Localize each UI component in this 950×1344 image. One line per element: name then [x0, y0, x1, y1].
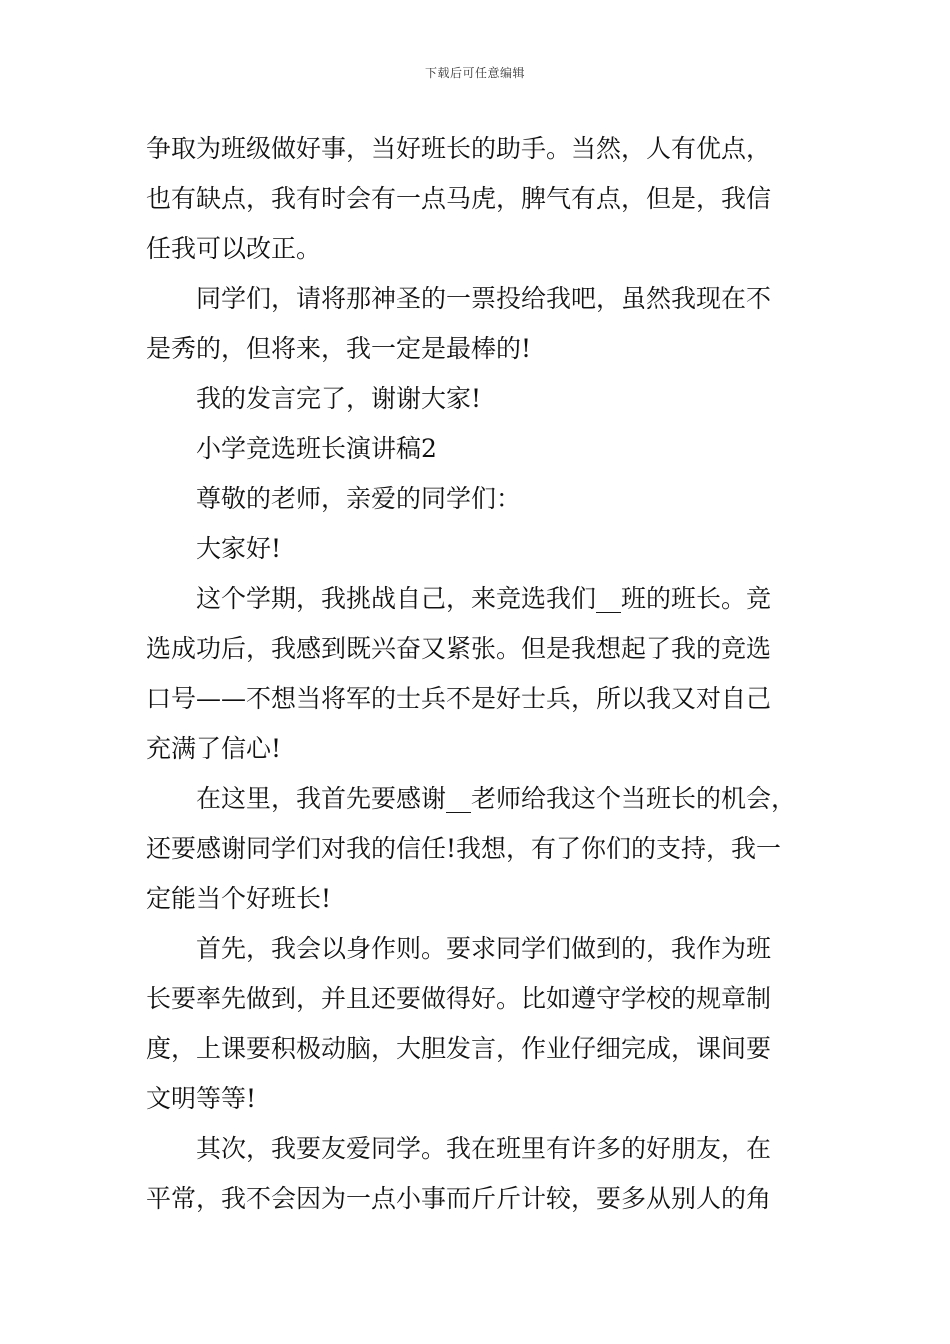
text-line: 还要感谢同学们对我的信任!我想，有了你们的支持，我一	[146, 834, 782, 863]
paragraph-start-line: 同学们，请将那神圣的一票投给我吧，虽然我现在不	[196, 284, 772, 313]
text-line: 是秀的，但将来，我一定是最棒的!	[146, 334, 532, 363]
text-line: 文明等等!	[146, 1084, 257, 1113]
text-line: 度，上课要积极动脑，大胆发言，作业仔细完成，课间要	[146, 1034, 772, 1063]
text-line: 平常，我不会因为一点小事而斤斤计较，要多从别人的角	[146, 1184, 772, 1213]
paragraph-start-line: 其次，我要友爱同学。我在班里有许多的好朋友，在	[196, 1134, 772, 1163]
paragraph-start-line: 在这里，我首先要感谢__老师给我这个当班长的机会，	[196, 784, 797, 813]
text-line: 选成功后，我感到既兴奋又紧张。但是我想起了我的竞选	[146, 634, 772, 663]
greeting-line: 大家好!	[196, 534, 282, 563]
text-line: 长要率先做到，并且还要做得好。比如遵守学校的规章制	[146, 984, 772, 1013]
text-line: 定能当个好班长!	[146, 884, 332, 913]
text-line: 口号——不想当将军的士兵不是好士兵，所以我又对自己	[146, 684, 772, 713]
text-line: 任我可以改正。	[146, 234, 322, 263]
salutation-line: 尊敬的老师，亲爱的同学们：	[196, 484, 522, 513]
paragraph-start-line: 首先，我会以身作则。要求同学们做到的，我作为班	[196, 934, 772, 963]
text-line: 争取为班级做好事，当好班长的助手。当然，人有优点，	[146, 134, 772, 163]
text-line: 也有缺点，我有时会有一点马虎，脾气有点，但是，我信	[146, 184, 772, 213]
page-header: 下载后可任意编辑	[424, 66, 525, 80]
paragraph-start-line: 这个学期，我挑战自己，来竞选我们__班的班长。竞	[196, 584, 772, 613]
text-line: 充满了信心!	[146, 734, 282, 763]
document-body	[146, 124, 806, 1224]
paragraph-start-line: 我的发言完了，谢谢大家!	[196, 384, 482, 413]
section-title: 小学竞选班长演讲稿2	[196, 434, 437, 463]
